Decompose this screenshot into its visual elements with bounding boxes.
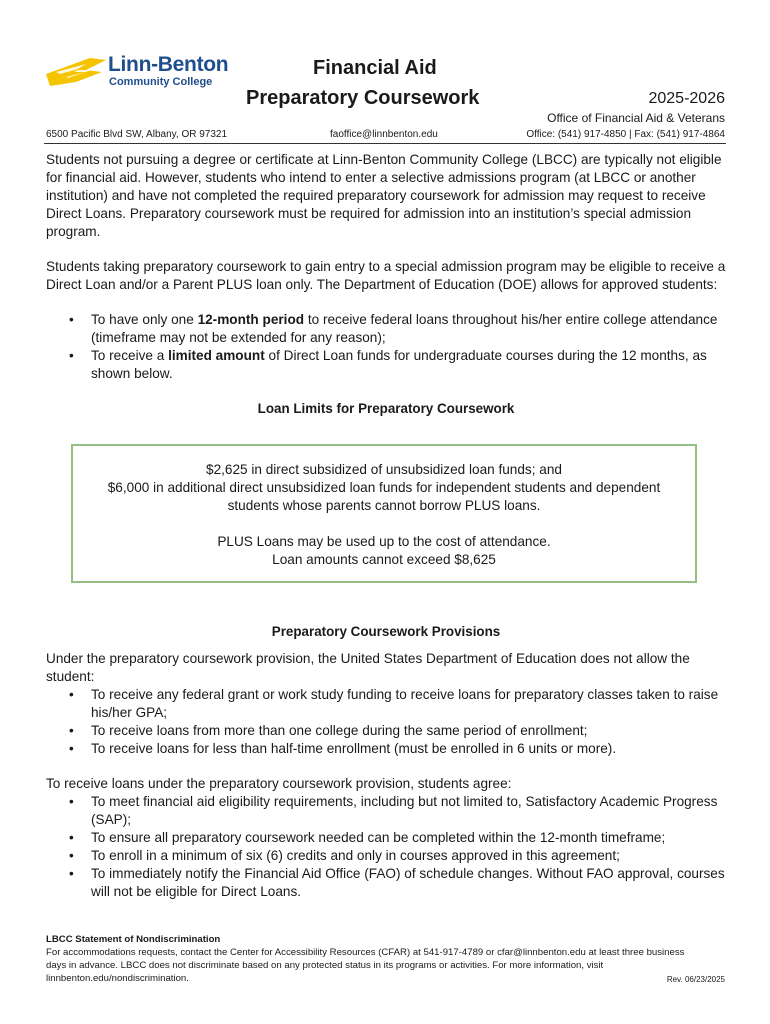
list-item: • To receive loans for less than half-time enrollment (must be enrolled in 6 units or more). xyxy=(91,740,726,758)
agree-list xyxy=(91,793,726,901)
loan-limits-box xyxy=(71,444,697,583)
college-logo xyxy=(46,53,236,92)
list-item: • To receive any federal grant or work study funding to receive loans for preparatory classes taken to raise his/her GPA; xyxy=(91,686,726,722)
provisions-section xyxy=(46,623,726,901)
footer-text: For accommodations requests, contact the Center for Accessibility Resources (CFAR) at 541-917-4789 or cfar@linnbenton.edu at least three business days in advance. LBCC does not discriminate based on any protected status in its programs or activities. For more information, visit linnbenton.edu/nondiscrimination. xyxy=(46,947,685,984)
limit-line: $6,000 in additional direct unsubsidized loan funds for independent students and dependent xyxy=(107,480,661,495)
document-header xyxy=(0,0,770,150)
limit-line: Loan amounts cannot exceed $8,625 xyxy=(272,552,496,567)
footer-heading: LBCC Statement of Nondiscrimination xyxy=(46,934,221,945)
list-item: • To receive a limited amount of Direct Loan funds for undergraduate courses during the 12 months, as shown below. xyxy=(91,347,726,383)
office-email: faoffice@linnbenton.edu xyxy=(330,129,438,140)
office-phone: Office: (541) 917-4850 | Fax: (541) 917-4864 xyxy=(526,129,725,140)
revision-date: Rev. 06/23/2025 xyxy=(666,975,725,984)
not-allowed-list xyxy=(91,686,726,758)
logo-name: Linn-Benton xyxy=(108,53,229,76)
logo-subtitle: Community College xyxy=(109,76,213,88)
approved-students-list xyxy=(91,311,726,383)
header-divider xyxy=(44,143,726,144)
list-item: • To have only one 12-month period to receive federal loans throughout his/her entire college attendance (timeframe may not be extended for any reason); xyxy=(91,311,726,347)
page-title-line1: Financial Aid xyxy=(313,57,437,79)
provisions-intro: Under the preparatory coursework provision, the United States Department of Education does not allow the student: xyxy=(46,651,690,684)
list-item: • To meet financial aid eligibility requirements, including but not limited to, Satisfactory Academic Progress (SAP); xyxy=(91,793,726,829)
limit-line: PLUS Loans may be used up to the cost of attendance. xyxy=(217,534,551,549)
limit-line: students whose parents cannot borrow PLUS loans. xyxy=(227,498,541,513)
agree-intro: To receive loans under the preparatory coursework provision, students agree: xyxy=(46,776,512,791)
office-name: Office of Financial Aid & Veterans xyxy=(547,111,725,125)
office-address: 6500 Pacific Blvd SW, Albany, OR 97321 xyxy=(46,129,228,140)
intro-paragraph-2: Students taking preparatory coursework to gain entry to a special admission program may be eligible to receive a Direct Loan and/or a Parent PLUS loan only. The Department of Education (DOE) allows for approved students: xyxy=(46,259,726,292)
loan-limits-heading: Loan Limits for Preparatory Coursework xyxy=(257,401,515,416)
document-body xyxy=(46,151,726,418)
limit-line: $2,625 in direct subsidized of unsubsidized loan funds; and xyxy=(206,462,562,477)
list-item: • To ensure all preparatory coursework needed can be completed within the 12-month timeframe; xyxy=(91,829,726,847)
nondiscrimination-footer xyxy=(46,933,726,985)
logo-bird-icon xyxy=(46,56,108,90)
page-title-line2: Preparatory Coursework xyxy=(246,87,480,109)
list-item: • To receive loans from more than one college during the same period of enrollment; xyxy=(91,722,726,740)
aid-year: 2025-2026 xyxy=(648,90,725,107)
provisions-heading: Preparatory Coursework Provisions xyxy=(271,624,501,639)
list-item: • To immediately notify the Financial Aid Office (FAO) of schedule changes. Without FAO approval, courses will not be eligible for Direct Loans. xyxy=(91,865,726,901)
intro-paragraph-1: Students not pursuing a degree or certificate at Linn-Benton Community College (LBCC) are typically not eligible for financial aid. However, students who intend to enter a selective admissions program (at LBCC or another institution) and have not completed the required preparatory coursework for admission may request to receive Direct Loans. Preparatory coursework must be required for admission into an institution’s special admission program. xyxy=(46,152,722,239)
list-item: • To enroll in a minimum of six (6) credits and only in courses approved in this agreement; xyxy=(91,847,726,865)
